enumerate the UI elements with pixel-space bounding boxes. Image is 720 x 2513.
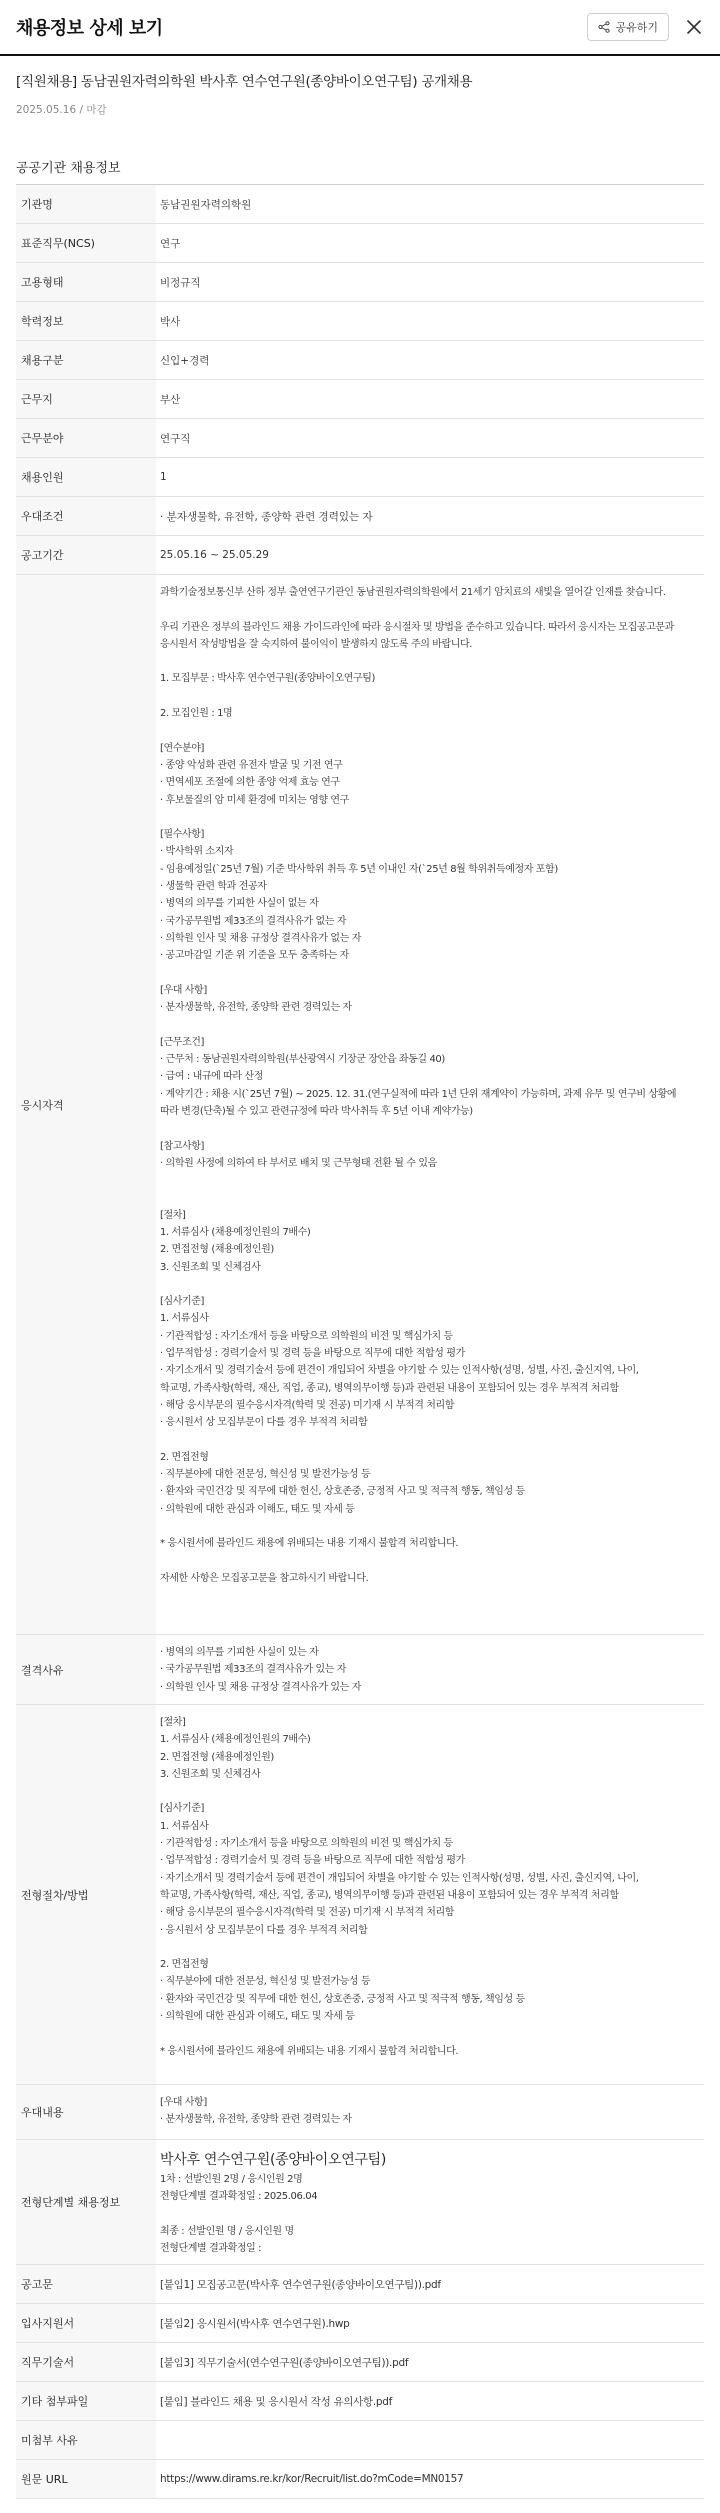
row-label: 응시자격 <box>16 575 156 1634</box>
text-line: 2. 면접전형 <box>160 1451 209 1463</box>
text-line: · 국가공무원법 제33조의 결격사유가 있는 자 <box>160 1664 347 1676</box>
text-line: · 근무처 : 동남권원자력의학원(부산광역시 기장군 장안읍 좌동길 40) <box>160 1054 445 1066</box>
row-value-lines <box>156 575 704 1634</box>
row-label: 근무지 <box>16 380 156 418</box>
row-label: 공고문 <box>16 2265 156 2303</box>
text-line: 1차 : 선발인원 2명 / 응시인원 2명 <box>160 2174 303 2185</box>
text-line: [연수분야] <box>160 742 205 754</box>
post-title: [직원채용] 동남권원자력의학원 박사후 연수연구원(종양바이오연구팀) 공개채용 <box>16 74 473 90</box>
row-value <box>156 2460 704 2498</box>
blank-line <box>160 1783 704 1800</box>
text-line: · 국가공무원법 제33조의 결격사유가 없는 자 <box>160 915 347 927</box>
share-label: 공유하기 <box>615 21 658 34</box>
row-value: 비정규직 <box>160 276 201 289</box>
text-line: · 의학원 인사 및 채용 규정상 결격사유가 있는 자 <box>160 1681 361 1693</box>
blank-line <box>160 1939 704 1956</box>
text-line: [심사기준] <box>160 1803 205 1815</box>
text-line: 우리 기관은 정부의 블라인드 채용 가이드라인에 따라 응시절차 및 방법을 준수하고 있습니다. 따라서 응시자는 모집공고문과 <box>160 621 674 633</box>
text-line: [절차] <box>160 1209 186 1221</box>
blank-line <box>160 1189 704 1206</box>
text-line: · 환자와 국민건강 및 직무에 대한 헌신, 상호존중, 긍정적 사고 및 적극적 행동, 책임성 등 <box>160 1993 525 2005</box>
row-label: 원문 URL <box>16 2460 156 2498</box>
row-label: 공고기간 <box>16 536 156 574</box>
row-category <box>16 341 704 380</box>
text-line: [우대 사항] <box>160 984 207 996</box>
row-value: 박사 <box>160 315 181 328</box>
text-line: 1. 서류심사 <box>160 1820 209 1832</box>
share-button[interactable] <box>587 13 669 41</box>
text-line: 자세한 사항은 모집공고문을 참고하시기 바랍니다. <box>160 1572 369 1584</box>
row-location <box>16 380 704 419</box>
text-line: · 기관적합성 : 자기소개서 등을 바탕으로 의학원의 비전 및 핵심가치 등 <box>160 1330 453 1342</box>
row-procedure <box>16 1705 704 2085</box>
other-file-link[interactable]: [붙임] 블라인드 채용 및 응시원서 작성 유의사항.pdf <box>160 2395 392 2408</box>
blank-line <box>160 2206 704 2223</box>
text-line: 학교명, 가족사항(학력, 재산, 직업, 종교), 병역의무이행 등)과 관련된 내용이 포함되어 있는 경우 부적격 처리함 <box>160 1382 619 1394</box>
text-line: · 의학원에 대한 관심과 이해도, 태도 및 자세 등 <box>160 2011 355 2023</box>
stage-title: 박사후 연수연구원(종양바이오연구팀) <box>160 2152 387 2168</box>
blank-line <box>160 601 704 618</box>
text-line: · 자기소개서 및 경력기술서 등에 편견이 개입되어 차별을 야기할 수 있는 인적사항(성명, 성별, 사진, 출신지역, 나이, <box>160 1872 639 1884</box>
text-line: 응시원서 작성방법을 잘 숙지하여 불이익이 발생하지 않도록 주의 바랍니다. <box>160 638 473 650</box>
blank-line <box>160 1518 704 1535</box>
row-value: 1 <box>160 471 167 483</box>
row-source-url <box>16 2460 704 2499</box>
text-line: 1. 서류심사 <box>160 1313 209 1325</box>
row-label: 입사지원서 <box>16 2304 156 2342</box>
row-label: 기타 첨부파일 <box>16 2382 156 2420</box>
row-label: 채용인원 <box>16 458 156 496</box>
job-desc-file-link[interactable]: [붙임3] 직무기술서(연수연구원(종양바이오연구팀)).pdf <box>160 2356 409 2369</box>
text-line: - 임용예정일(`25년 7월) 기준 박사학위 취득 후 5년 이내인 자(`25년 8월 학위취득예정자 포함) <box>160 863 558 875</box>
top-actions <box>587 13 705 41</box>
row-period <box>16 536 704 575</box>
text-line: · 박사학위 소지자 <box>160 846 234 858</box>
row-label: 우대내용 <box>16 2085 156 2139</box>
text-line: [우대 사항] <box>160 2097 207 2108</box>
blank-line <box>160 809 704 826</box>
row-label: 채용구분 <box>16 341 156 379</box>
row-label: 미첨부 사유 <box>16 2421 156 2459</box>
row-label: 표준직무(NCS) <box>16 224 156 262</box>
text-line: 1. 서류심사 (채용예정인원의 7배수) <box>160 1734 311 1746</box>
text-line: · 면역세포 조절에 의한 종양 억제 효능 연구 <box>160 777 340 789</box>
row-value: 연구직 <box>160 432 191 445</box>
text-line: 학교명, 가족사항(학력, 재산, 직업, 종교), 병역의무이행 등)과 관련된 내용이 포함되어 있는 경우 부적격 처리함 <box>160 1889 619 1901</box>
row-label: 전형절차/방법 <box>16 1705 156 2084</box>
row-org <box>16 185 704 224</box>
text-line: 2. 모집인원 : 1명 <box>160 708 233 720</box>
row-value: 부산 <box>160 393 181 406</box>
section-title: 공공기관 채용정보 <box>16 161 121 176</box>
blank-line <box>160 1276 704 1293</box>
row-stage-headcount <box>16 2140 704 2265</box>
row-job-desc-file <box>16 2343 704 2382</box>
application-file-link[interactable]: [붙임2] 응시원서(박사후 연수연구원).hwp <box>160 2317 350 2330</box>
row-value <box>156 2421 704 2459</box>
blank-line <box>160 722 704 739</box>
blank-line <box>160 653 704 670</box>
text-line: · 공고마감일 기준 위 기준을 모두 충족하는 자 <box>160 950 349 962</box>
blank-line <box>160 1016 704 1033</box>
post-header <box>0 56 720 117</box>
blank-line <box>160 2025 704 2042</box>
row-value <box>156 2265 704 2303</box>
text-line: · 해당 응시부문의 필수응시자격(학력 및 전공) 미기재 시 부적격 처리함 <box>160 1399 455 1411</box>
text-line: * 응시원서에 블라인드 채용에 위배되는 내용 기재시 불합격 처리합니다. <box>160 2045 459 2057</box>
row-other-file <box>16 2382 704 2421</box>
text-line: · 환자와 국민건강 및 직무에 대한 헌신, 상호존중, 긍정적 사고 및 적극적 행동, 책임성 등 <box>160 1486 525 1498</box>
row-value: 동남권원자력의학원 <box>160 198 252 211</box>
row-label: 기관명 <box>16 185 156 223</box>
row-ncs <box>16 224 704 263</box>
text-line: [심사기준] <box>160 1296 205 1308</box>
text-line: · 의학원 사정에 의하여 타 부서로 배치 및 근무형태 전환 될 수 있음 <box>160 1157 437 1169</box>
text-line: 최종 : 선발인원 명 / 응시인원 명 <box>160 2225 294 2237</box>
row-value-stage <box>156 2140 704 2264</box>
text-line: · 급여 : 내규에 따라 산정 <box>160 1071 263 1083</box>
page-title: 채용정보 상세 보기 <box>16 18 163 39</box>
text-line: 따라 변경(단축)될 수 있고 관련규정에 따라 박사취득 후 5년 이내 계약가능) <box>160 1105 473 1117</box>
row-employment <box>16 263 704 302</box>
text-line: 전형단계별 결과확정일 : 2025.06.04 <box>160 2191 318 2203</box>
row-qualification <box>16 575 704 1635</box>
post-meta: 2025.05.16 / 마감 <box>16 104 107 116</box>
row-label: 학력정보 <box>16 302 156 340</box>
row-no-attach-reason <box>16 2421 704 2460</box>
blank-line <box>160 1120 704 1137</box>
row-application-file <box>16 2304 704 2343</box>
text-line: · 분자생물학, 유전학, 종양학 관련 경력있는 자 <box>160 2114 352 2126</box>
row-value-lines <box>156 1635 704 1704</box>
row-label: 직무기술서 <box>16 2343 156 2381</box>
row-label: 우대조건 <box>16 497 156 535</box>
row-value: 연구 <box>160 237 181 250</box>
text-line: · 병역의 의무를 기피한 사실이 없는 자 <box>160 898 319 910</box>
row-value: · 분자생물학, 유전학, 종양학 관련 경력있는 자 <box>160 510 373 523</box>
text-line: 과학기술정보통신부 산하 정부 출연연구기관인 동남권원자력의학원에서 21세기 암치료의 새빛을 열어갈 인재를 찾습니다. <box>160 587 666 598</box>
row-value-lines <box>156 2085 704 2139</box>
text-line: · 생물학 관련 학과 전공자 <box>160 881 267 893</box>
text-line: · 자기소개서 및 경력기술서 등에 편견이 개입되어 차별을 야기할 수 있는 인적사항(성명, 성별, 사진, 출신지역, 나이, <box>160 1365 639 1377</box>
source-url-link[interactable]: https://www.dirams.re.kr/kor/Recruit/list.do?mCode=MN0157 <box>160 2473 464 2485</box>
text-line: · 분자생물학, 유전학, 종양학 관련 경력있는 자 <box>160 1002 352 1014</box>
info-table <box>16 184 704 2499</box>
row-education <box>16 302 704 341</box>
text-line: · 업무적합성 : 경력기술서 및 경력 등을 바탕으로 직무에 대한 적합성 평가 <box>160 1855 465 1867</box>
close-icon <box>686 19 702 35</box>
text-line: [근무조건] <box>160 1036 205 1048</box>
row-value <box>156 2382 704 2420</box>
text-line: · 응시원서 상 모집부문이 다를 경우 부적격 처리함 <box>160 1924 368 1936</box>
text-line: 3. 신원조회 및 신체검사 <box>160 1768 261 1780</box>
text-line: 2. 면접전형 (채용예정인원) <box>160 1751 274 1763</box>
row-value <box>156 2343 704 2381</box>
row-value <box>156 2304 704 2342</box>
text-line: · 계약기간 : 채용 시(`25년 7월) ~ 2025. 12. 31.(연구실적에 따라 1년 단위 재계약이 가능하며, 과제 유무 및 연구비 상황에 <box>160 1088 677 1100</box>
close-button[interactable] <box>683 16 705 38</box>
row-field <box>16 419 704 458</box>
text-line: · 기관적합성 : 자기소개서 등을 바탕으로 의학원의 비전 및 핵심가치 등 <box>160 1838 453 1850</box>
text-line: [참고사항] <box>160 1140 205 1152</box>
share-icon <box>598 21 610 33</box>
row-preference <box>16 497 704 536</box>
text-line: 1. 모집부문 : 박사후 연수연구원(종양바이오연구팀) <box>160 673 376 685</box>
row-label: 고용형태 <box>16 263 156 301</box>
text-line: · 의학원 인사 및 채용 규정상 결격사유가 없는 자 <box>160 932 361 944</box>
text-line: 전형단계별 결과확정일 : <box>160 2243 262 2255</box>
text-line: * 응시원서에 블라인드 채용에 위배되는 내용 기재시 불합격 처리합니다. <box>160 1538 459 1550</box>
blank-line <box>160 688 704 705</box>
row-label: 전형단계별 채용정보 <box>16 2140 156 2264</box>
text-line: · 병역의 의무를 기피한 사실이 있는 자 <box>160 1647 319 1658</box>
row-headcount <box>16 458 704 497</box>
text-line: · 후보물질의 암 미세 환경에 미치는 영향 연구 <box>160 794 349 806</box>
row-label: 근무분야 <box>16 419 156 457</box>
top-bar <box>0 0 720 56</box>
text-line: 2. 면접전형 (채용예정인원) <box>160 1244 274 1256</box>
text-line: · 응시원서 상 모집부문이 다를 경우 부적격 처리함 <box>160 1417 368 1429</box>
text-line: · 직무분야에 대한 전문성, 혁신성 및 발전가능성 등 <box>160 1469 371 1481</box>
text-line: 3. 신원조회 및 신체검사 <box>160 1261 261 1273</box>
row-label: 결격사유 <box>16 1635 156 1704</box>
text-line: 1. 서류심사 (채용예정인원의 7배수) <box>160 1226 311 1238</box>
text-line: · 종양 악성화 관련 유전자 발굴 및 기전 연구 <box>160 759 343 771</box>
text-line: · 업무적합성 : 경력기술서 및 경력 등을 바탕으로 직무에 대한 적합성 평가 <box>160 1348 465 1360</box>
text-line: · 직무분야에 대한 전문성, 혁신성 및 발전가능성 등 <box>160 1976 371 1988</box>
text-line: [절차] <box>160 1717 186 1728</box>
text-line: · 해당 응시부문의 필수응시자격(학력 및 전공) 미기재 시 부적격 처리함 <box>160 1907 455 1919</box>
row-disqualification <box>16 1635 704 1705</box>
row-notice-file <box>16 2265 704 2304</box>
text-line: [필수사항] <box>160 829 205 841</box>
blank-line <box>160 1432 704 1449</box>
blank-line <box>160 1172 704 1189</box>
row-value-lines <box>156 1705 704 2084</box>
text-line: 2. 면접전형 <box>160 1959 209 1971</box>
blank-line <box>160 965 704 982</box>
text-line: · 의학원에 대한 관심과 이해도, 태도 및 자세 등 <box>160 1503 355 1515</box>
row-value: 신입+경력 <box>160 354 210 367</box>
stage-lines <box>160 2171 704 2257</box>
notice-file-link[interactable]: [붙임1] 모집공고문(박사후 연수연구원(종양바이오연구팀)).pdf <box>160 2278 441 2291</box>
blank-line <box>160 1553 704 1570</box>
row-benefits <box>16 2085 704 2140</box>
row-value: 25.05.16 ~ 25.05.29 <box>160 549 269 561</box>
